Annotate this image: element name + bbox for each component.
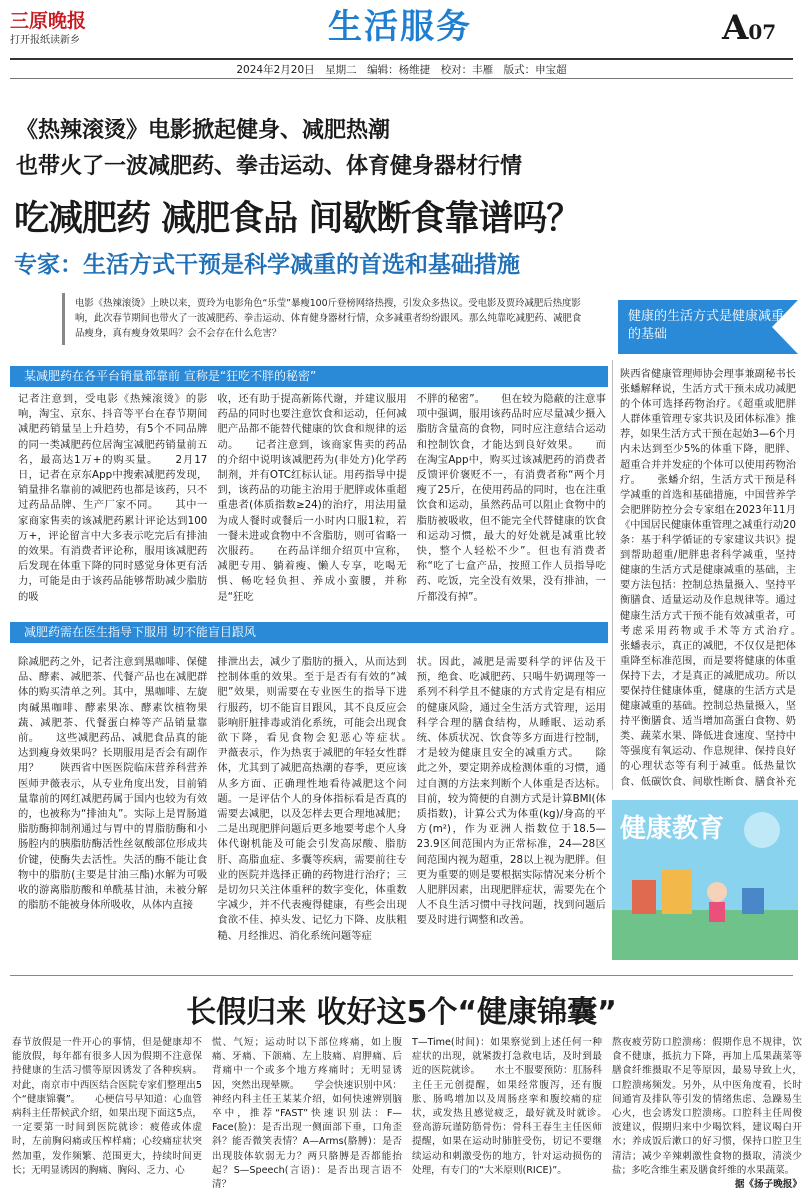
text-column: 春节放假是一件开心的事情，但是健康却不能放假，每年都有很多人因为假期不注意保持健康的生活习惯等原因诱发了各种疾病。对此，南京市中西医结合医院专家们整理出5个“健康锦囊”。 心梗信号早知道：心血管病科主任帮候武介绍，如果出现下面这5点，一定要第一时间到医院就诊：疲倦或体虚时，左前胸闷痛或压榨样痛；心绞痛症状突然加重，发作频繁、范围更大，持续时间更长；无明显诱因的胸痛、胸闷、乏力、心 xyxy=(12,1037,202,1176)
article-2-source: 据《扬子晚报》 xyxy=(734,1179,802,1191)
section-2-body xyxy=(18,655,606,965)
article-lead: 电影《热辣滚烫》上映以来，贾玲为电影角色“乐莹”暴瘦100斤登榜网络热搜，引发众多热议。受电影及贾玲减肥后热度影响，此次春节期间也带火了一波减肥药、拳击运动、体育健身器材行情，众多减重者纷纷跟风。那么纯靠吃减肥药、减肥食品瘦身，真有瘦身效果吗？会不会存在什么危害？ xyxy=(62,293,597,345)
column-divider xyxy=(612,360,613,790)
text-column: T—Time(时间)：如果察觉到上述任何一种症状的出现，就紧拨打急救电话，及时到最近的医院就诊。 水土不服要预防：肛肠科主任王元创提醒，如果经常腹泻，还有腹胀、肠鸣增加以及周肠痉挛和腹绞痛的症状，或发热且感觉疲乏，最好就及时就诊。 登高游玩谨防筋骨伤：骨科王春生主任医师提醒，如果在运动时肺脏受伤，切记不要继续运动和刺激受伤的地方，针对运动损伤的处理，有专门的“大米原则(RICE)”。 xyxy=(412,1037,602,1176)
page-num: 07 xyxy=(748,20,777,44)
dateline: 2024年2月20日 星期二 编辑：杨维捷 校对：丰雁 版式：申宝超 xyxy=(236,64,567,76)
arrow-notch-icon xyxy=(772,300,798,354)
text-column: 状。因此，减肥是需要科学的评估及干预，绝食、吃减肥药、只喝牛奶调理等一系列不科学且不健康的方式肯定是有相应的健康风险，通过全生活方式管理，运用科学合理的膳食结构，从睡眠、运动系统、体质状况、饮食等多方面进行控制，才是较为健康且安全的减重方式。 除此之外，要定期养成检测体重的习惯，通过自测的方法来判断个人体重是否达标。目前，较为简便的自测方式是计算BMI(体质指数)，计算公式为体重(kg)/身高的平方(m²)，作为亚洲人指数位于18.5—23.9区间范围内为正常标准，24—28区间范围内视为超重，28以上视为肥胖。但更为重要的则是要根据实际情况来分析个人肥胖因素，出现肥胖症状，需要先在个人不良生活习惯中寻找问题，找到问题后要及时进行调整和改善。 xyxy=(416,656,606,927)
headline-kicker-1: 《热辣滚烫》电影掀起健身、减肥热潮 xyxy=(16,117,391,143)
headline-main: 吃减肥药 减肥食品 间歇断食靠谱吗？ xyxy=(14,199,581,239)
section-bar-1: 某减肥药在各平台销量都靠前 宣称是“狂吃不胖的秘密” xyxy=(10,366,608,387)
headline-article-2: 长假归来 收好这5个“健康锦囊” xyxy=(186,995,617,1030)
text-column: 收，还有助于提高新陈代谢，并建议服用药品的同时也要注意饮食和运动，任何减肥产品都不能替代健康的饮食和规律的运动。 记者注意到，该商家售卖的药品的介绍中说明该减肥药为(非处方)化学药制剂，并有OTC红标认证。用药指导中提到，该药品的功能主治用于肥胖或体重超重患者(体质指数≥24)的治疗，用法用量为成人餐时或餐后一小时内口服1粒，若一餐未进或食物中不含脂肪，则可省略一次服药。 在药品详细介绍页中宣称，减肥专用、躺着瘦、懒人专享，吃喝无惧、畅吃轻负担、养成小蛮腰，并称是“狂吃 xyxy=(217,393,407,603)
section-1-body xyxy=(18,392,606,606)
illustration-caption: 健康教育 xyxy=(620,814,725,844)
newspaper-slogan: 打开报纸读新乡 xyxy=(10,35,80,46)
section-title: 生活服务 xyxy=(328,7,472,47)
health-education-illustration xyxy=(612,800,798,960)
text-column-last xyxy=(612,1036,802,1196)
article-divider xyxy=(10,975,793,976)
page-number xyxy=(722,8,776,48)
headline-kicker-2: 也带火了一波减肥药、拳击运动、体育健身器材行情 xyxy=(16,153,523,179)
sidebar-body xyxy=(620,367,796,787)
header-rule xyxy=(10,58,793,60)
text-column: 排泄出去，减少了脂肪的摄入，从而达到控制体重的效果。至于是否有有效的“减肥”效果，则需要在专业医生的指导下进行服药，切不能盲目跟风，其不良反应会影响肝脏排毒或消化系统，可能会出现食欲下降，看见食物会犯恶心等症状。 尹薇表示，作为热衷于减肥的年轻女性群体，尤其到了减肥高热潮的春季，更应该从多方面、正确理性地看待减肥这个问题。一是评估个人的身体指标看是否真的需要去减肥，以及怎样去更合理地减肥；二是出现肥胖问题后更多地要考虑个人身体代谢机能及可能会引发高尿酸、脂肪肝、高脂血症、多囊等疾病，需要前往专业的医院并选择正确的药物进行治疗；三是切勿只关注体重秤的数字变化，体重数字减少，并不代表瘦得健康，有些会出现食欲不佳、掉头发、记忆力下降、皮肤粗糙、月经推迟、消化系统问题等症 xyxy=(217,656,407,942)
text-column-content: 熬夜疲劳防口腔溃疡：假期作息不规律，饮食不健康，抵抗力下降，再加上瓜果蔬菜等膳食纤维摄取不足等原因，最易导致上火，口腔溃疡频发。另外，从中医角度看，长时间通宵及排队等引发的情绪焦虑、急躁易生心火，也会诱发口腔溃疡。口腔科主任周俊波建议，假期归来中少喝饮料，建议喝白开水；养成饭后漱口的好习惯，保持口腔卫生清洁；减少辛辣刺激性食物的摄取，清淡少盐；多吃含维生素及膳食纤维的水果蔬菜。 xyxy=(612,1037,802,1176)
article-2-body xyxy=(12,1036,802,1196)
sidebar-text: 陕西省健康管理师协会理事兼副秘书长张蟠解释说，生活方式干预未成功减肥的个体可选择药物治疗。《超重或肥胖人群体重管理专家共识及团体标准》推荐，如果生活方式干预在起始3—6个月内未达到至少5%的体重下降，肥胖、超重合并并发症的个体可以使用药物治疗。 张蟠介绍，生活方式干预是科学减重的首选和基础措施，中国营养学会肥胖防控分会专家组在2023年11月《中国居民健康体重管理之减重行动20条：基于科学循证的专家建议共识》提到帮助超重/肥胖患者科学减重，坚持健康的生活方式是健康减重的基础，主要方法包括：控制总热量摄入、坚持平衡膳食、适量运动及作息规律等。通过健康生活方式干预不能有效减重者，可考虑采用药物或手术等方式治疗。 张蟠表示，真正的减肥，不仅仅是把体重降至标准范围，而是要将健康的体重保持下去，才是真正的减肥成功。所以要保持住健康体重，健康的生活方式是健康减重的基础。控制总热量摄入，坚持平衡膳食、适当增加高蛋白食物、奶类、蔬菜水果、降低进食速度、坚持中等强度有氧运动、作息规律、保持良好的心理状态等有利于减重。低热量饮食、低碳饮食、间歇性断食、膳食补充 xyxy=(620,369,796,787)
headline-subtitle: 专家：生活方式干预是科学减重的首选和基础措施 xyxy=(14,251,520,278)
text-column: 不胖的秘密”。 但在较为隐蔽的注意事项中强调，服用该药品时应尽量减少摄入脂肪含量高的食物，同时应注意结合运动和控制饮食，才能达到良好效果。 而在淘宝App中，购买过该减肥药的消费者反馈评价褒贬不一，有消费者称“两个月瘦了25斤，在使用药品的同时，也在注重饮食和运动，虽然药品可以阻止食物中的脂肪被吸收，但不能完全代替健康的饮食和运动习惯，最大的好处就是减重比较快，整个人轻松不少”。但也有消费者称“吃了七盒产品，按照工作人员指导吃药、吃饭，完全没有效果，没有排油，一斤都没有掉”。 xyxy=(416,393,606,603)
header-rule-bottom xyxy=(10,78,793,79)
section-bar-2: 减肥药需在医生指导下服用 切不能盲目跟风 xyxy=(10,622,608,643)
newspaper-logo: 三原晚报 xyxy=(10,10,87,32)
sidebar-heading xyxy=(618,300,798,354)
text-column: 除减肥药之外，记者注意到黑咖啡、保健品、酵素、减肥茶、代餐产品也在减肥群体的购买清单之列。其中，黑咖啡、左旋肉碱黑咖啡、酵素果冻、酵素饮植物果蔬、减肥茶、代餐蛋白棒等产品销量靠前。 这些减肥药品、减肥食品真的能达到瘦身效果吗？长期服用是否会有副作用？ 陕西省中医医院临床营养科营养医师尹薇表示，从专业角度出发，目前销量靠前的网红减肥药属于国内也较为有效的，也被称为“排油丸”。实际上是胃肠道脂肪酶抑制剂通过与胃中的胃脂肪酶和小肠腔内的胰脂肪酶活性丝氨酸部位形成共价键，使酶失去活性。失活的酶不能让食物中的脂肪(主要是甘油三酯)水解为可吸收的游离脂肪酸和单酰基甘油，未被分解的脂肪不能被身体所吸收，从体内直接 xyxy=(18,656,208,912)
text-column: 记者注意到，受电影《热辣滚烫》的影响，淘宝、京东、抖音等平台在春节期间减肥药销量呈上升趋势，有5个不同品牌的同一类减肥药位居淘宝减肥药销量前五名，最高达1万+的购买量。 2月17日，记者在京东App中搜索减肥药发现，销量排名靠前的减肥药也都是该药，只不过药品品牌、生产厂家不同。 其中一家商家售卖的该减肥药累计评论达到100万+，评论留言中大多表示吃完后有排油的效果。有消费者评论称，服用该减肥药后发现在体重下降的同时感觉身体更有活力，可能是由于该药品能够帮助减少脂肪的吸 xyxy=(18,393,208,603)
sidebar-heading-text: 健康的生活方式是健康减重的基础 xyxy=(628,309,785,342)
page-letter: A xyxy=(722,8,749,48)
text-column: 慌、气短；运动时以下部位疼痛，如上腹痛、牙痛、下颌痛、左上肢痛、肩胛痛、后背痛中一个或多个地方疼痛时；无明显诱因，突然出现晕厥。 学会快速识别中风：神经内科主任王某某介绍，如何快速辨别脑卒中，推荐“FAST”快速识别法：F—Face(脸)：是否出现一侧面部下垂，口角歪斜？能否微笑表情？A—Arms(胳膊)：是否出现肢体软弱无力？两只胳膊是否都能抬起？S—Speech(言语)：是否出现言语不清？ xyxy=(212,1037,402,1191)
